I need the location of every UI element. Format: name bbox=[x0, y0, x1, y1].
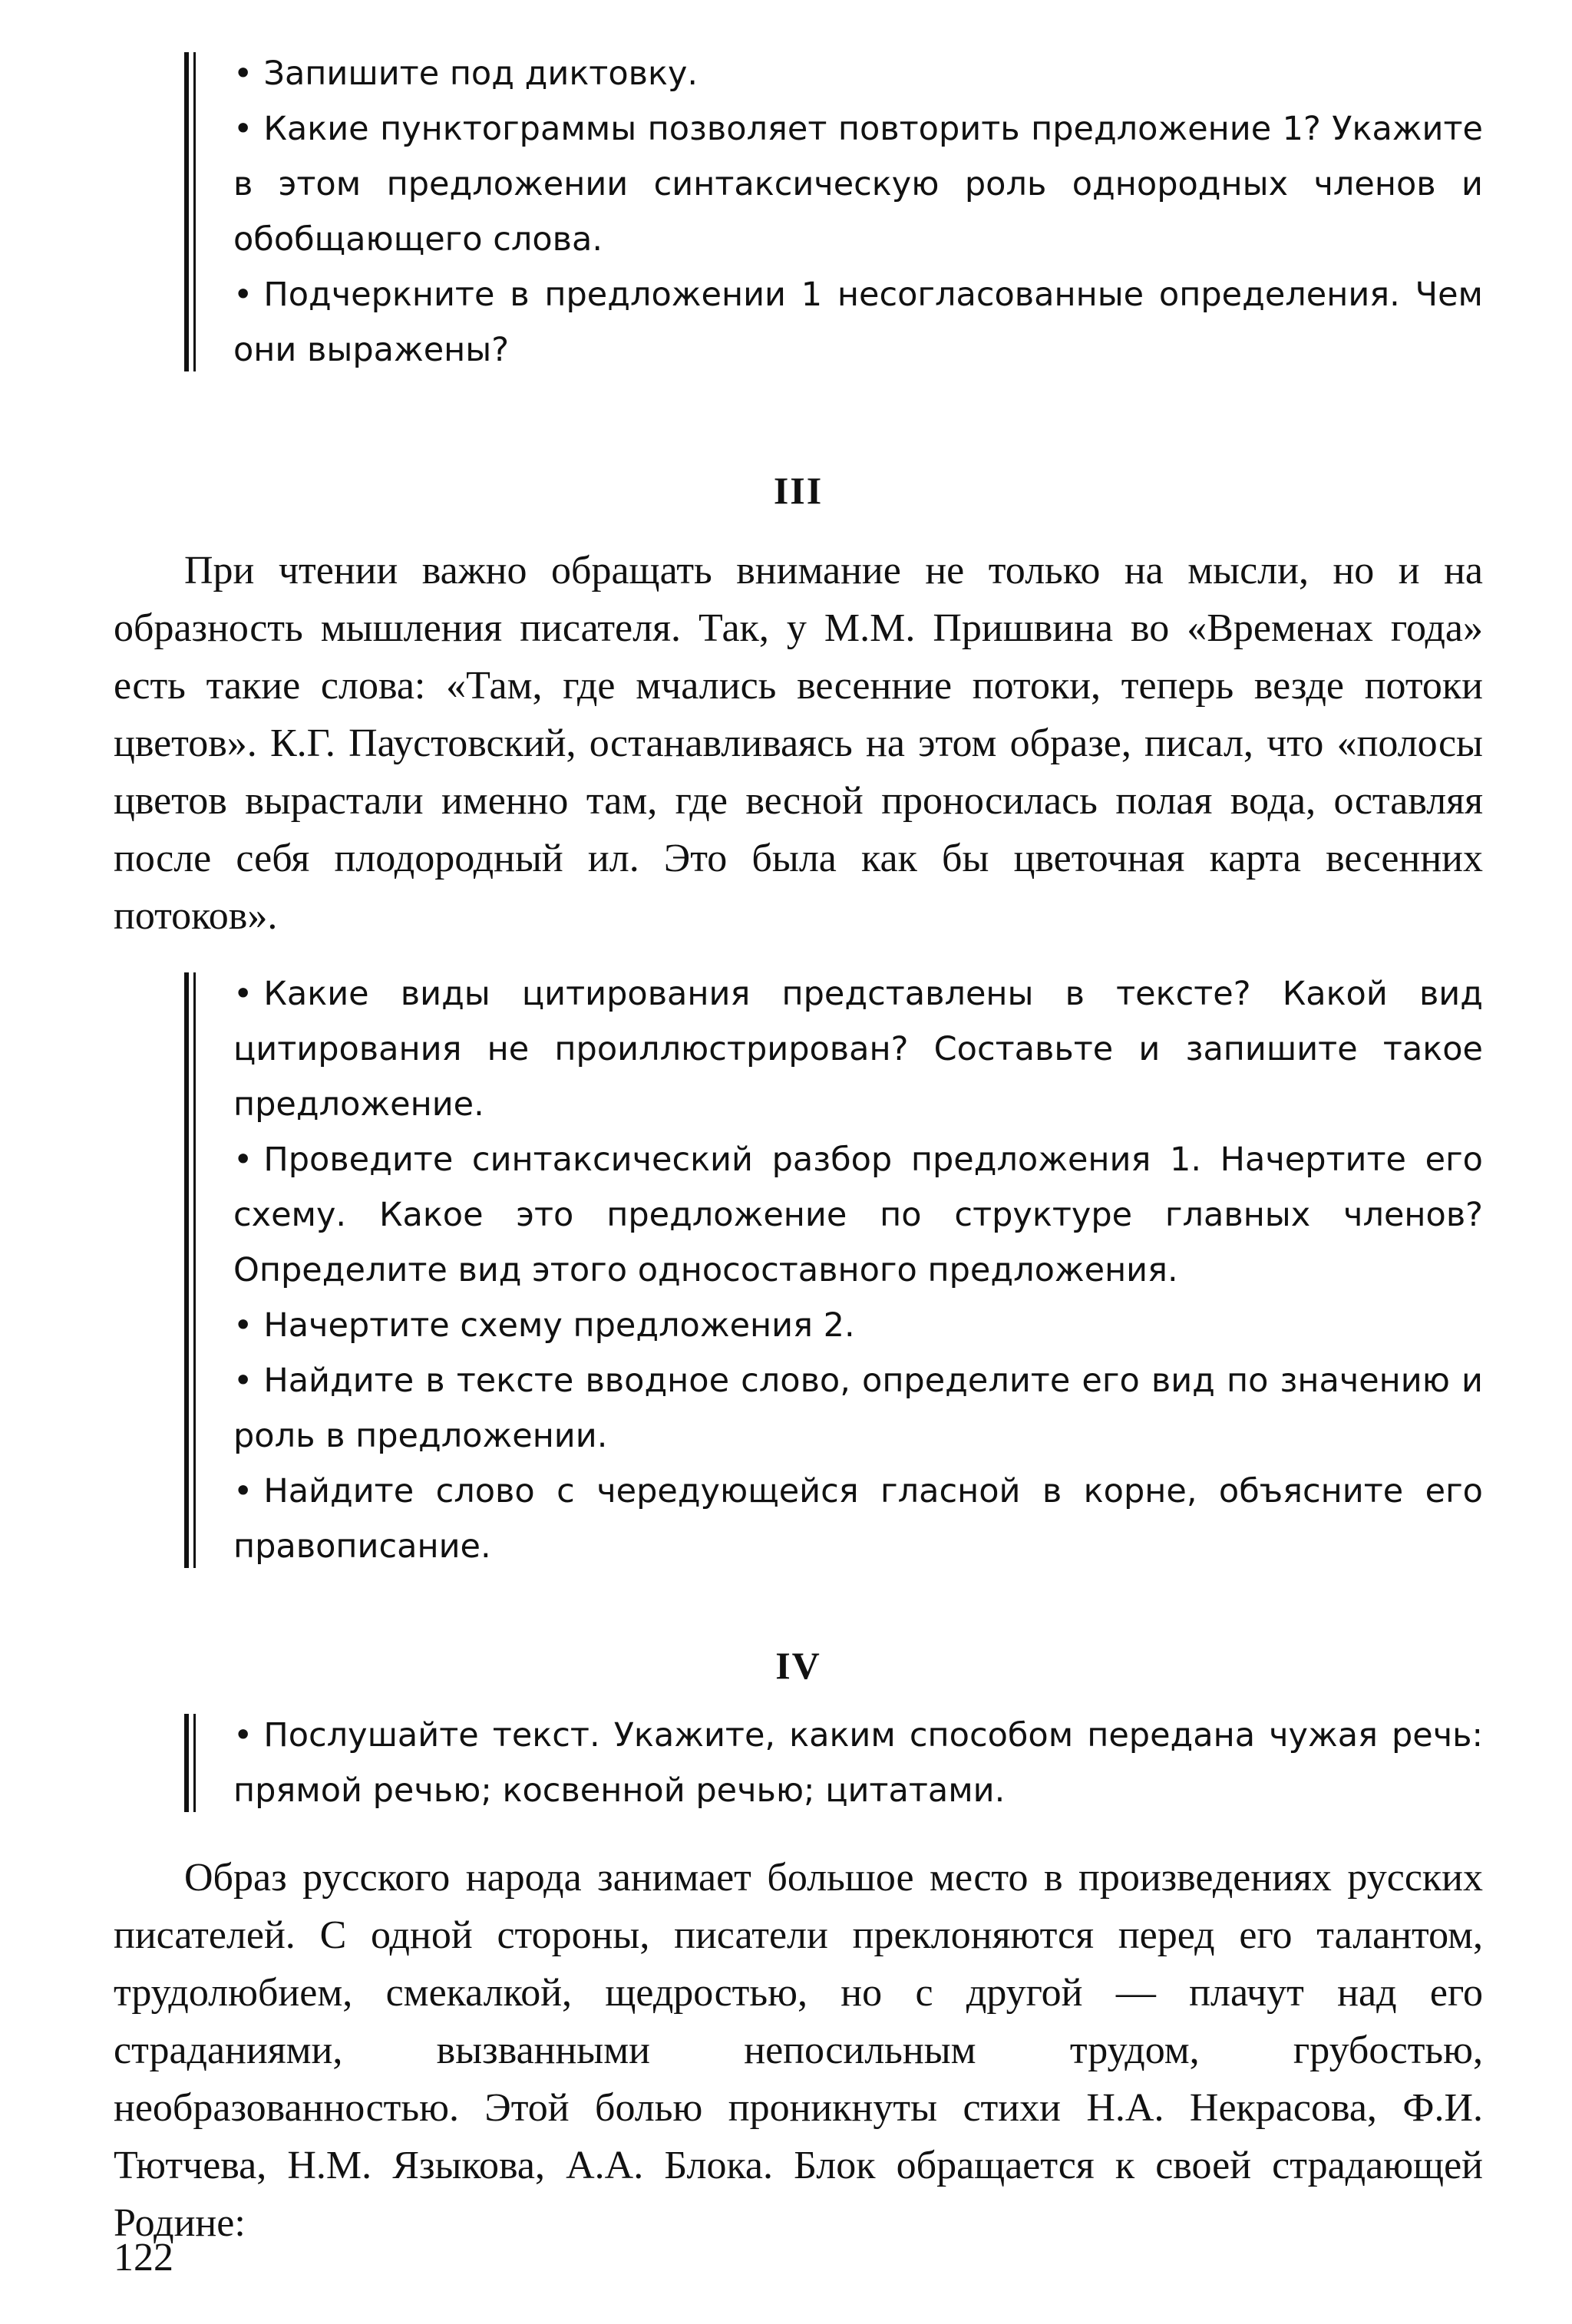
bullet: • bbox=[233, 110, 253, 148]
page-number: 122 bbox=[114, 2236, 173, 2279]
bullet: • bbox=[233, 975, 253, 1013]
section-4-text: Образ русского народа занимает большое место в произведениях русских писателей. С одной стороны, писатели преклоняются перед его талантом, трудолюбием, смекалкой, щедростью, но с другой — плачут над его страданиями, вызванными непосильным трудом, грубостью, необразованностью. Этой болью проникнуты стихи Н.А. Некрасова, Ф.И. Тютчева, Н.М. Языкова, А.А. Блока. Блок обращается к своей страдающей Родине: bbox=[114, 1856, 1483, 2245]
task-item: • Проведите синтаксический разбор предложения 1. Начертите его схему. Какое это предложение по структуре главных членов? Определите вид этого односоставного предложения. bbox=[233, 1141, 1483, 1289]
task-item: • Какие пунктограммы позволяет повторить предложение 1? Укажите в этом предложении синтаксическую роль однородных членов и обобщающего слова. bbox=[233, 110, 1483, 259]
task-block-1 bbox=[184, 46, 1483, 378]
bullet: • bbox=[233, 1306, 253, 1345]
task-item: • Подчеркните в предложении 1 несогласованные определения. Чем они выражены? bbox=[233, 276, 1483, 369]
task-item: • Найдите в тексте вводное слово, определите его вид по значению и роль в предложении. bbox=[233, 1362, 1483, 1455]
section-heading-4: IV bbox=[775, 1644, 821, 1687]
bullet: • bbox=[233, 54, 253, 93]
task-item: • Найдите слово с чередующейся гласной в корне, объясните его правописание. bbox=[233, 1472, 1483, 1566]
task-block-3 bbox=[184, 1708, 1483, 1818]
bullet: • bbox=[233, 1362, 253, 1400]
bullet: • bbox=[233, 1472, 253, 1510]
task-item: • Начертите схему предложения 2. bbox=[233, 1306, 855, 1345]
task-block-2 bbox=[184, 966, 1483, 1574]
bullet: • bbox=[233, 1141, 253, 1179]
task-item: • Запишите под диктовку. bbox=[233, 54, 698, 93]
section-heading-3: III bbox=[773, 469, 824, 512]
bullet: • bbox=[233, 276, 253, 314]
section-3-text: При чтении важно обращать внимание не только на мысли, но и на образность мышления писателя. Так, у М.М. Пришвина во «Временах года» есть такие слова: «Там, где мчались весенние потоки, теперь везде потоки цветов». К.Г. Паустовский, останавливаясь на этом образе, писал, что «полосы цветов вырастали именно там, где весной проносилась полая вода, оставляя после себя плодородный ил. Это была как бы цветочная карта весенних потоков». bbox=[114, 549, 1483, 938]
page-content bbox=[114, 46, 1483, 2252]
bullet: • bbox=[233, 1716, 253, 1755]
task-item: • Послушайте текст. Укажите, каким способом передана чужая речь: прямой речью; косвенной речью; цитатами. bbox=[233, 1716, 1483, 1810]
task-item: • Какие виды цитирования представлены в тексте? Какой вид цитирования не проиллюстрирован? Составьте и запишите такое предложение. bbox=[233, 975, 1483, 1124]
